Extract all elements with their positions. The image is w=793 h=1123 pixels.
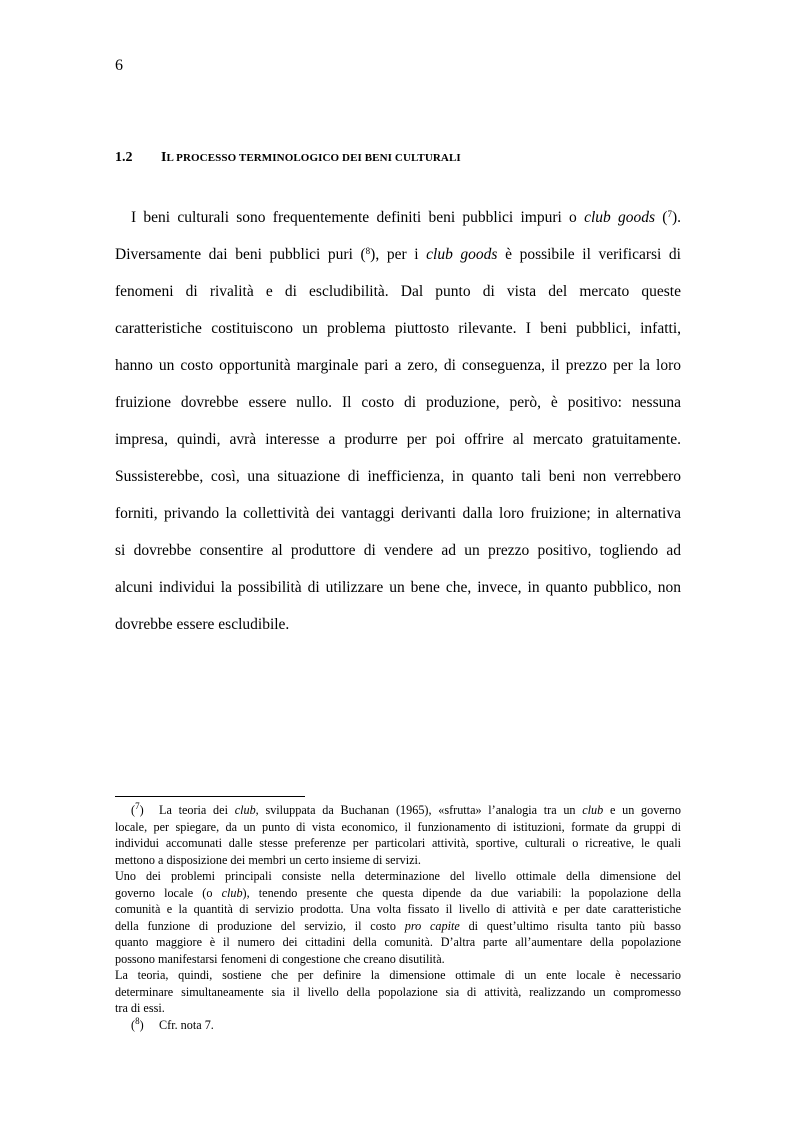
text-run: fruizione dovrebbe essere nullo. Il costo di produzione, però, è positivo: nessuna [115, 394, 681, 411]
text-run: ) [139, 803, 144, 817]
paragraph-line [115, 310, 681, 347]
italic-text: club, [234, 803, 259, 817]
section-heading [115, 150, 461, 166]
italic-text: club goods [426, 246, 498, 263]
footnote-line [115, 951, 681, 968]
body-paragraph [115, 199, 681, 643]
footnote-line [115, 819, 681, 836]
text-run: tra di essi. [115, 1001, 165, 1015]
text-run: locale, per spiegare, da un punto di vista economico, il funzionamento di istituzioni, formate da gruppi di [115, 819, 681, 834]
note-reference: 8 [365, 246, 371, 256]
footnote-line [115, 967, 681, 984]
text-run: ( [131, 803, 136, 817]
text-run: Cfr. nota 7. [159, 1017, 214, 1032]
paragraph-line [115, 569, 681, 606]
text-run: impresa, quindi, avrà interesse a produrre per poi offrire al mercato gratuitamente. [115, 431, 681, 448]
footnote-line [115, 984, 681, 1001]
note-reference: 8 [135, 1015, 140, 1026]
page-number: 6 [115, 57, 123, 74]
text-run: Diversamente dai beni pubblici puri ( [115, 246, 366, 263]
footnote-line [115, 802, 681, 819]
text-run: La teoria dei [159, 803, 235, 817]
text-run: fenomeni di rivalità e di escludibilità. Dal punto di vista del mercato queste [115, 283, 681, 300]
text-run: Uno dei problemi principali consiste nella determinazione del livello ottimale della dimensione del [115, 869, 681, 883]
text-run: ( [655, 209, 668, 226]
italic-text: club goods [584, 209, 656, 226]
italic-text: club [582, 803, 604, 817]
text-run: della funzione di produzione del servizio, il costo [115, 918, 405, 933]
footnote-line [115, 901, 681, 918]
section-title: L PROCESSO TERMINOLOGICO DEI BENI CULTURALI [166, 152, 461, 164]
text-run: alcuni individui la possibilità di utilizzare un bene che, invece, in quanto pubblico, non [115, 579, 681, 596]
text-run: ( [131, 1017, 136, 1032]
text-run: è possibile il verificarsi di [497, 246, 681, 263]
text-run: mettono a disposizione dei membri un certo insieme di servizi. [115, 852, 421, 867]
text-run: Sussisterebbe, così, una situazione di inefficienza, in quanto tali beni non verrebbero [115, 468, 681, 485]
paragraph-line [115, 347, 681, 384]
text-run: si dovrebbe consentire al produttore di vendere ad un prezzo positivo, togliendo ad [115, 542, 681, 559]
note-reference: 7 [667, 209, 672, 219]
footnote-line [115, 918, 681, 935]
text-run: sviluppata da Buchanan (1965), «sfrutta» l’analogia tra un [258, 803, 583, 817]
text-run: e un governo [603, 803, 681, 817]
text-run: dovrebbe essere escludibile. [115, 616, 290, 633]
note-reference: 7 [135, 801, 140, 811]
text-run: I beni culturali sono frequentemente definiti beni pubblici impuri o [131, 209, 585, 226]
paragraph-line [115, 273, 681, 310]
paragraph-line [115, 458, 681, 495]
footnote-line [115, 1000, 681, 1017]
text-run: determinare simultaneamente sia il livello della popolazione sia di attività, realizzando un compromesso [115, 984, 681, 999]
text-run: comunità e la quantità di servizio prodotta. Una volta fissato il livello di attività e per date caratteristiche [115, 902, 681, 916]
text-run: caratteristiche costituiscono un problema piuttosto rilevante. I beni pubblici, infatti, [115, 320, 681, 337]
text-run: La teoria, quindi, sostiene che per definire la dimensione ottimale di un ente locale è necessario [115, 968, 681, 982]
footnote-line [115, 885, 681, 902]
text-run: ). [671, 209, 682, 226]
footnotes [115, 802, 681, 1033]
paragraph-line [115, 421, 681, 458]
footnote-line [115, 868, 681, 885]
paragraph-line [115, 236, 681, 273]
footnote-line [115, 1017, 681, 1034]
italic-text: pro capite [404, 918, 460, 933]
footnote-marker [131, 802, 159, 819]
text-run: possono manifestarsi fenomeni di congestione che creano disutilità. [115, 951, 445, 966]
text-run: hanno un costo opportunità marginale pari a zero, di conseguenza, il prezzo per la loro [115, 357, 681, 374]
paragraph-line [115, 606, 681, 643]
text-run: di quest’ultimo risulta tanto più basso [459, 918, 681, 933]
text-run: forniti, privando la collettività dei vantaggi derivanti dalla loro fruizione; in alternativa [115, 505, 681, 522]
footnote-marker [131, 1017, 159, 1034]
paragraph-line [115, 384, 681, 421]
section-number: 1.2 [115, 150, 133, 165]
italic-text: club [221, 885, 243, 900]
text-run: ), per i [370, 246, 427, 263]
text-run: ), tenendo presente che questa dipende da due variabili: la popolazione della [242, 885, 681, 900]
footnote-separator [115, 796, 305, 797]
footnote-line [115, 934, 681, 951]
paragraph-line [115, 199, 681, 236]
text-run: governo locale (o [115, 885, 222, 900]
section-title-initial: I [161, 150, 167, 165]
text-run: ) [139, 1017, 144, 1032]
text-run: quanto maggiore è il numero dei cittadini della comunità. D’altra parte all’aumentare della popolazione [115, 935, 681, 949]
paragraph-line [115, 495, 681, 532]
footnote-line [115, 835, 681, 852]
text-run: individui accomunati dalle stesse preferenze per particolari attività, sportive, culturali o ricreative, le quali [115, 836, 681, 850]
paragraph-line [115, 532, 681, 569]
footnote-line [115, 852, 681, 869]
